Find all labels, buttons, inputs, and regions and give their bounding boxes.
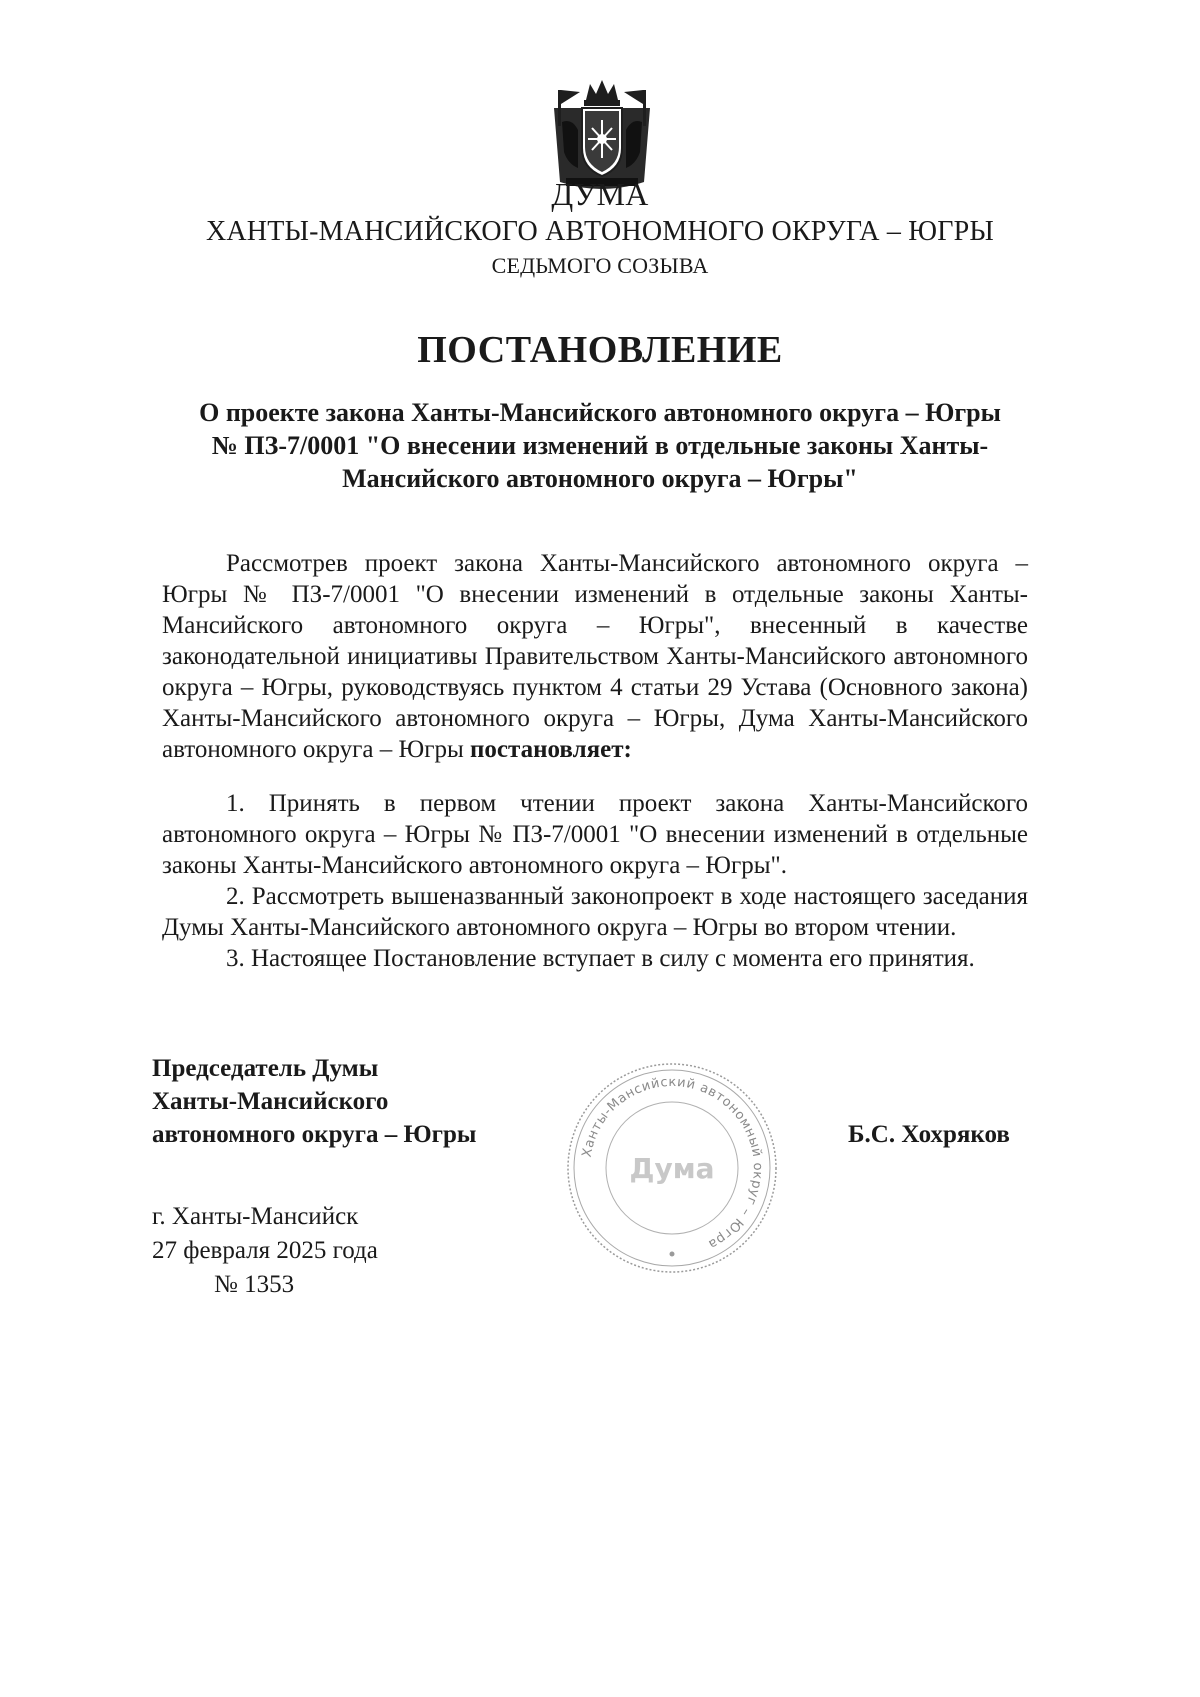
preamble-verb: постановляет: bbox=[470, 736, 632, 763]
subject-line: № ПЗ-7/0001 "О внесении изменений в отдельные законы Ханты- bbox=[211, 431, 989, 460]
org-name-okrug: ХАНТЫ-МАНСИЙСКОГО АВТОНОМНОГО ОКРУГА – ЮГРЫ bbox=[205, 216, 995, 247]
resolution-item: 3. Настоящее Постановление вступает в силу с момента его принятия. bbox=[226, 945, 975, 972]
seal-center-text: Дума bbox=[629, 1152, 715, 1185]
signer-title bbox=[152, 1052, 552, 1151]
subject-line: Мансийского автономного округа – Югры" bbox=[342, 464, 858, 493]
signer-name: Б.С. Хохряков bbox=[848, 1121, 1010, 1148]
place: г. Ханты-Мансийск bbox=[152, 1203, 359, 1230]
resolution-item: 1. Принять в первом чтении проект закона Ханты-Мансийского автономного округа – Югры № ПЗ-7/0001 "О внесении изменений в отдельные законы Ханты-Мансийского автономного округа – Югры". bbox=[162, 790, 1028, 879]
official-seal bbox=[562, 1058, 782, 1278]
document-subject bbox=[170, 396, 1030, 495]
signer-title-line: Ханты-Мансийского bbox=[152, 1088, 389, 1115]
subject-line: О проекте закона Ханты-Мансийского автономного округа – Югры bbox=[199, 398, 1001, 427]
document-type-title: ПОСТАНОВЛЕНИЕ bbox=[417, 329, 783, 371]
document-number: № 1353 bbox=[214, 1271, 295, 1298]
org-convocation: СЕДЬМОГО СОЗЫВА bbox=[491, 253, 709, 278]
signer-title-line: Председатель Думы bbox=[152, 1055, 379, 1082]
signer-title-line: автономного округа – Югры bbox=[152, 1121, 477, 1148]
place-date-block bbox=[152, 1200, 378, 1302]
preamble-text: Рассмотрев проект закона Ханты-Мансийского автономного округа – Югры № ПЗ-7/0001 "О внесении изменений в отдельные законы Ханты-Мансийского автономного округа – Югры", внесенный в качестве законодательной инициативы Правительством Ханты-Мансийского автономного округа – Югры, руководствуясь пунктом 4 статьи 29 Устава (Основного закона) Ханты-Мансийского автономного округа – Югры, Дума Ханты-Мансийского автономного округа – Югры bbox=[162, 550, 1028, 763]
org-name-duma: ДУМА bbox=[551, 176, 649, 212]
preamble-paragraph bbox=[162, 548, 1028, 765]
resolution-item: 2. Рассмотреть вышеназванный законопроект в ходе настоящего заседания Думы Ханты-Мансийского автономного округа – Югры во втором чтении. bbox=[162, 883, 1028, 941]
resolution-items bbox=[162, 788, 1028, 974]
preamble bbox=[162, 548, 1028, 765]
seal-ring-text: Ханты-Мансийский автономный округ – Югра bbox=[579, 1074, 766, 1252]
date: 27 февраля 2025 года bbox=[152, 1237, 378, 1264]
